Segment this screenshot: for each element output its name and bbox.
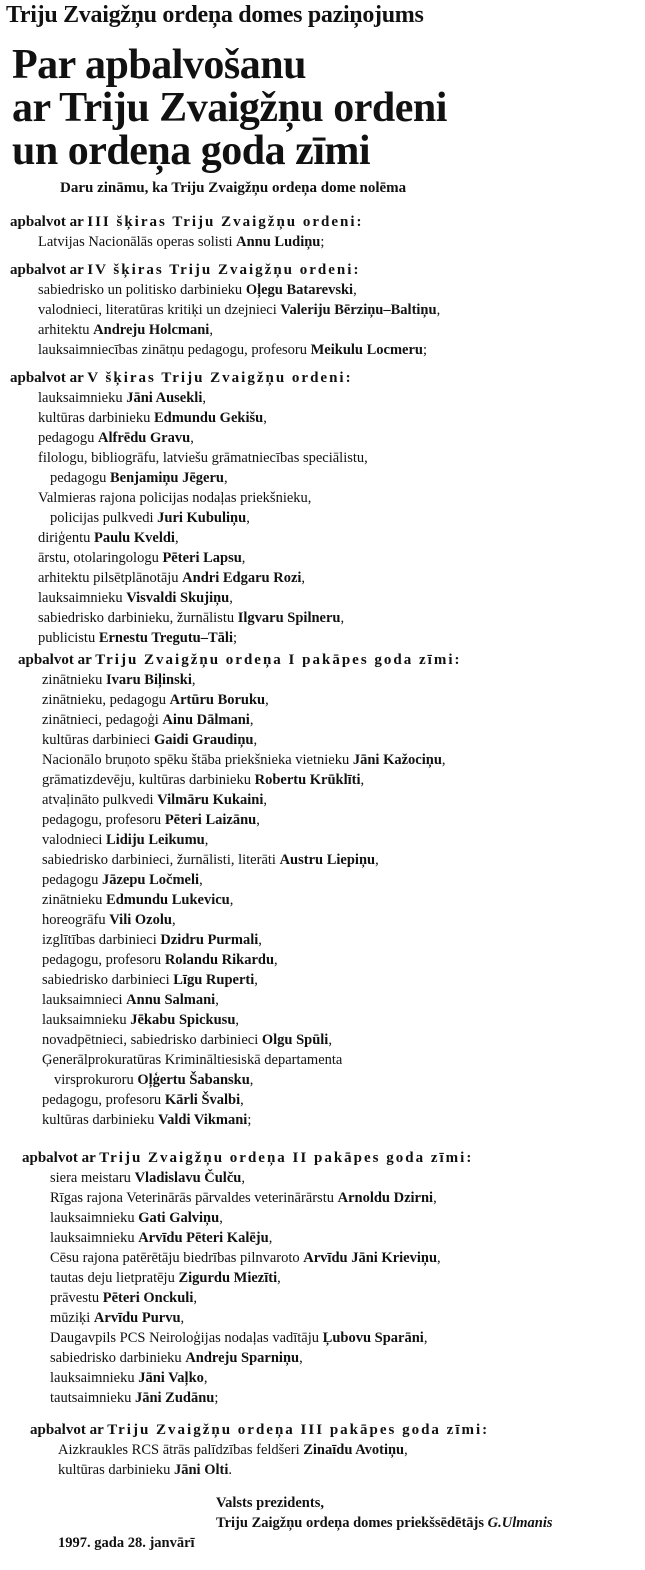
- entry-name: Dzidru Purmali: [160, 932, 259, 948]
- entry-punct: ;: [320, 234, 325, 250]
- entry-punct: ;: [232, 630, 238, 646]
- entry-role: lauksaimnieku: [50, 1210, 139, 1226]
- section-heading-award: Triju Zvaigžņu ordeņa II pakāpes goda zīmi:: [99, 1150, 474, 1166]
- entry-punct: ,: [229, 590, 233, 606]
- headline-line: Par apbalvošanu: [12, 42, 306, 88]
- entry-name: Andreju Holcmani: [93, 322, 210, 338]
- award-entry: [0, 1228, 645, 1248]
- entry-name: Visvaldi Skujiņu: [126, 590, 230, 606]
- entry-punct: ,: [441, 752, 446, 768]
- signature-role-line: [0, 1513, 645, 1533]
- entry-name: Pēteri Onckuli: [102, 1290, 194, 1306]
- award-section: [0, 260, 645, 360]
- entry-punct: ;: [214, 1390, 219, 1406]
- entry-punct: ,: [240, 1092, 244, 1108]
- entry-name: Zigurdu Miezīti: [178, 1270, 278, 1286]
- entry-role: zinātnieci, pedagoģi: [42, 712, 163, 728]
- award-section: [0, 650, 645, 1130]
- entry-punct: ,: [193, 1290, 197, 1306]
- entry-punct: ,: [274, 952, 278, 968]
- award-entry: [0, 1460, 645, 1480]
- award-entry: [0, 628, 645, 648]
- award-entry: [0, 1308, 645, 1328]
- entry-punct: ;: [247, 1112, 252, 1128]
- entry-name: Austru Liepiņu: [279, 852, 376, 868]
- section-heading-prefix: apbalvot ar: [10, 214, 84, 230]
- section-heading-prefix: apbalvot ar: [18, 652, 92, 668]
- entry-name: Edmundu Lukevicu: [106, 892, 230, 908]
- entry-name: Vladislavu Čulču: [134, 1170, 242, 1186]
- entry-role: pedagogu, profesoru: [42, 952, 165, 968]
- award-entry: [0, 1050, 645, 1070]
- entry-punct: ,: [229, 892, 234, 908]
- entry-role: Latvijas Nacionālās operas solisti: [38, 234, 237, 250]
- entry-name: Arvīdu Pēteri Kalēju: [138, 1230, 269, 1246]
- signature-role: Triju Zaigžņu ordeņa domes priekšsēdētājs: [216, 1515, 488, 1531]
- entry-punct: ,: [404, 1442, 408, 1458]
- entry-role: novadpētnieci, sabiedrisko darbinieci: [42, 1032, 262, 1048]
- entry-name: Ainu Dālmani: [162, 712, 250, 728]
- award-entry: [0, 340, 645, 360]
- entry-punct: ,: [263, 410, 267, 426]
- entry-punct: ,: [253, 732, 258, 748]
- entry-punct: ,: [423, 1330, 428, 1346]
- award-entry: [0, 280, 645, 300]
- section-heading-award: Triju Zvaigžņu ordeņa III pakāpes goda zīmi:: [107, 1422, 490, 1438]
- entry-role: lauksaimnieku: [38, 390, 127, 406]
- section-heading-award: V šķiras Triju Zvaigžņu ordeni:: [87, 370, 353, 386]
- award-entry: [0, 300, 645, 320]
- entry-name: Oļegu Batarevski: [245, 282, 354, 298]
- entry-name: Robertu Krūklīti: [254, 772, 361, 788]
- entry-punct: ,: [241, 550, 246, 566]
- award-entry: [0, 730, 645, 750]
- award-entry: [0, 1440, 645, 1460]
- entry-name: Alfrēdu Gravu: [98, 430, 191, 446]
- entry-name: Gaidi Graudiņu: [153, 732, 254, 748]
- entry-role: zinātnieku: [42, 892, 107, 908]
- award-entry: [0, 568, 645, 588]
- entry-name: Annu Ludiņu: [236, 234, 321, 250]
- entry-name: Gati Galviņu: [138, 1210, 220, 1226]
- award-entry: [0, 850, 645, 870]
- award-entry: [0, 990, 645, 1010]
- entry-name: Ļubovu Sparāni: [322, 1330, 424, 1346]
- entry-punct: .: [228, 1462, 232, 1478]
- award-section: [0, 368, 645, 648]
- entry-role: kultūras darbinieku: [42, 1112, 158, 1128]
- entry-punct: ,: [268, 1230, 273, 1246]
- entry-role: Ģenerālprokuratūras Krimināltiesiskā departamenta: [42, 1052, 343, 1068]
- entry-name: Ivaru Biļinski: [106, 672, 192, 688]
- entry-role: lauksaimnieku: [38, 590, 127, 606]
- headline-line: un ordeņa goda zīmi: [12, 128, 371, 174]
- entry-punct: ,: [254, 972, 258, 988]
- section-heading-prefix: apbalvot ar: [10, 262, 84, 278]
- award-entry: [0, 448, 645, 468]
- entry-punct: ,: [258, 932, 262, 948]
- entry-punct: ,: [171, 912, 176, 928]
- entry-punct: ,: [353, 282, 357, 298]
- entry-punct: ,: [340, 610, 345, 626]
- entry-punct: ,: [190, 430, 194, 446]
- entry-name: Ernestu Tregutu–Tāli: [98, 630, 233, 646]
- entry-punct: ,: [375, 852, 379, 868]
- entry-name: Paulu Kveldi: [93, 530, 175, 546]
- award-entry: [0, 508, 645, 528]
- entry-role: policijas pulkvedi: [50, 510, 158, 526]
- entry-role: lauksaimnieku: [50, 1230, 139, 1246]
- award-entry: [0, 388, 645, 408]
- entry-role: pedagogu, profesoru: [42, 812, 165, 828]
- award-entry: [0, 690, 645, 710]
- entry-role: valodnieci: [42, 832, 107, 848]
- section-heading-prefix: apbalvot ar: [10, 370, 84, 386]
- entry-name: Meikulu Locmeru: [310, 342, 423, 358]
- award-entry: [0, 588, 645, 608]
- entry-name: Jāni Kažociņu: [352, 752, 442, 768]
- entry-role: kultūras darbinieci: [42, 732, 154, 748]
- entry-punct: ,: [209, 322, 213, 338]
- award-entry: [0, 320, 645, 340]
- entry-name: Juri Kubuliņu: [157, 510, 247, 526]
- award-entry: [0, 1030, 645, 1050]
- entry-role: atvaļināto pulkvedi: [42, 792, 158, 808]
- entry-role: Aizkraukles RCS ātrās palīdzības feldšeri: [58, 1442, 304, 1458]
- entry-role: izglītības darbinieci: [42, 932, 161, 948]
- section-heading: [0, 1148, 645, 1168]
- intro-text: Daru zināmu, ka Triju Zvaigžņu ordeņa dome nolēma: [60, 180, 407, 196]
- entry-role: sabiedrisko darbinieci: [42, 972, 174, 988]
- entry-name: Andreju Sparniņu: [185, 1350, 300, 1366]
- award-entry: [0, 1110, 645, 1130]
- entry-punct: ,: [199, 872, 203, 888]
- entry-role: mūziķi: [50, 1310, 94, 1326]
- signature-title: Valsts prezidents,: [216, 1495, 324, 1511]
- award-entry: [0, 1070, 645, 1090]
- entry-punct: ,: [299, 1350, 303, 1366]
- entry-name: Pēteri Laizānu: [164, 812, 257, 828]
- entry-name: Jāzepu Ločmeli: [102, 872, 200, 888]
- award-entry: [0, 1388, 645, 1408]
- entry-role: lauksaimnieku: [50, 1370, 139, 1386]
- entry-role: Daugavpils PCS Neiroloģijas nodaļas vadītāju: [50, 1330, 323, 1346]
- entry-role: sabiedrisko un politisko darbinieku: [38, 282, 246, 298]
- entry-name: Olgu Spūli: [261, 1032, 329, 1048]
- entry-punct: ,: [174, 530, 179, 546]
- award-entry: [0, 790, 645, 810]
- entry-role: lauksaimnieku: [42, 1012, 131, 1028]
- entry-punct: ,: [203, 1370, 208, 1386]
- entry-role: horeogrāfu: [42, 912, 110, 928]
- entry-punct: ,: [265, 692, 269, 708]
- entry-role: Nacionālo bruņoto spēku štāba priekšnieka vietnieku: [42, 752, 353, 768]
- entry-role: zinātnieku, pedagogu: [42, 692, 170, 708]
- award-entry: [0, 1348, 645, 1368]
- entry-role: filologu, bibliogrāfu, latviešu grāmatniecības speciālistu,: [38, 450, 368, 466]
- entry-role: Cēsu rajona patērētāju biedrības pilnvaroto: [50, 1250, 304, 1266]
- entry-punct: ,: [263, 792, 268, 808]
- section-heading-prefix: apbalvot ar: [30, 1422, 104, 1438]
- entry-role: sabiedrisko darbinieku: [50, 1350, 186, 1366]
- award-entry: [0, 830, 645, 850]
- award-entry: [0, 1168, 645, 1188]
- entry-role: arhitektu pilsētplānotāju: [38, 570, 183, 586]
- entry-role: sabiedrisko darbinieku, žurnālistu: [38, 610, 238, 626]
- entry-name: Jēkabu Spickusu: [130, 1012, 236, 1028]
- entry-name: Oļģertu Šabansku: [137, 1072, 250, 1088]
- entry-role: kultūras darbinieku: [38, 410, 154, 426]
- award-entry: [0, 890, 645, 910]
- award-entry: [0, 750, 645, 770]
- entry-punct: ;: [422, 342, 428, 358]
- award-entry: [0, 810, 645, 830]
- entry-name: Arnoldu Dzirni: [337, 1190, 434, 1206]
- section-heading: [0, 1420, 645, 1440]
- award-entry: [0, 1368, 645, 1388]
- award-entry: [0, 870, 645, 890]
- entry-role: prāvestu: [50, 1290, 103, 1306]
- entry-role: lauksaimnieci: [42, 992, 127, 1008]
- entry-role: kultūras darbinieku: [58, 1462, 174, 1478]
- entry-role: Valmieras rajona policijas nodaļas priekšnieku,: [38, 490, 312, 506]
- signature-block: [0, 1493, 645, 1553]
- section-heading-award: III šķiras Triju Zvaigžņu ordeni:: [87, 214, 364, 230]
- entry-punct: ,: [241, 1170, 245, 1186]
- award-entry: [0, 1328, 645, 1348]
- entry-punct: ,: [328, 1032, 332, 1048]
- entry-name: Jāni Zudānu: [134, 1390, 215, 1406]
- entry-punct: ,: [249, 712, 254, 728]
- entry-name: Pēteri Lapsu: [162, 550, 242, 566]
- entry-role: arhitektu: [38, 322, 94, 338]
- entry-punct: ,: [436, 302, 441, 318]
- award-entry: [0, 468, 645, 488]
- award-entry: [0, 528, 645, 548]
- entry-punct: ,: [235, 1012, 240, 1028]
- award-section: [0, 1420, 645, 1480]
- award-entry: [0, 970, 645, 990]
- award-entry: [0, 930, 645, 950]
- entry-punct: ,: [277, 1270, 281, 1286]
- entry-punct: ,: [219, 1210, 223, 1226]
- entry-role: tautsaimnieku: [50, 1390, 135, 1406]
- entry-name: Arvīdu Jāni Krieviņu: [303, 1250, 438, 1266]
- award-entry: [0, 548, 645, 568]
- entry-punct: ,: [180, 1310, 185, 1326]
- entry-punct: ,: [360, 772, 365, 788]
- entry-role: grāmatizdevēju, kultūras darbinieku: [42, 772, 255, 788]
- entry-role: diriģentu: [38, 530, 94, 546]
- entry-role: tautas deju lietpratēju: [50, 1270, 179, 1286]
- entry-name: Vili Ozolu: [109, 912, 172, 928]
- entry-punct: ,: [301, 570, 306, 586]
- entry-name: Jāni Olti: [173, 1462, 229, 1478]
- kicker: Triju Zvaigžņu ordeņa domes paziņojums: [6, 2, 424, 28]
- section-heading: [0, 650, 645, 670]
- entry-name: Andri Edgaru Rozi: [182, 570, 302, 586]
- section-heading-award: IV šķiras Triju Zvaigžņu ordeni:: [87, 262, 361, 278]
- section-heading: [0, 368, 645, 388]
- entry-punct: ,: [191, 672, 196, 688]
- entry-name: Rolandu Rikardu: [164, 952, 275, 968]
- award-entry: [0, 1090, 645, 1110]
- section-heading-award: Triju Zvaigžņu ordeņa I pakāpes goda zīmi:: [95, 652, 462, 668]
- entry-punct: ,: [256, 812, 260, 828]
- entry-role: Rīgas rajona Veterinārās pārvaldes veterinārārstu: [50, 1190, 338, 1206]
- entry-role: pedagogu, profesoru: [42, 1092, 165, 1108]
- award-section: [0, 212, 645, 252]
- entry-name: Valeriju Bērziņu–Baltiņu: [280, 302, 437, 318]
- entry-role: lauksaimniecības zinātņu pedagogu, profesoru: [38, 342, 311, 358]
- award-entry: [0, 1208, 645, 1228]
- entry-role: publicistu: [38, 630, 99, 646]
- entry-role: sabiedrisko darbinieci, žurnālisti, literāti: [42, 852, 280, 868]
- section-heading-prefix: apbalvot ar: [22, 1150, 96, 1166]
- entry-name: Jāni Ausekli: [126, 390, 203, 406]
- entry-name: Artūru Boruku: [169, 692, 266, 708]
- entry-role: zinātnieku: [42, 672, 107, 688]
- entry-name: Zinaīdu Avotiņu: [303, 1442, 405, 1458]
- entry-role: virsprokuroru: [54, 1072, 138, 1088]
- headline-line: ar Triju Zvaigžņu ordeni: [12, 85, 447, 131]
- entry-name: Vilmāru Kukaini: [157, 792, 264, 808]
- section-heading: [0, 260, 645, 280]
- entry-role: pedagogu: [38, 430, 98, 446]
- award-entry: [0, 488, 645, 508]
- entry-punct: ,: [204, 832, 209, 848]
- entry-role: siera meistaru: [50, 1170, 135, 1186]
- entry-punct: ,: [223, 470, 228, 486]
- entry-name: Benjamiņu Jēgeru: [110, 470, 224, 486]
- entry-name: Valdi Vikmani: [157, 1112, 248, 1128]
- entry-role: pedagogu: [50, 470, 110, 486]
- entry-punct: ,: [433, 1190, 437, 1206]
- award-entry: [0, 1288, 645, 1308]
- award-entry: [0, 1268, 645, 1288]
- entry-role: ārstu, otolaringologu: [38, 550, 163, 566]
- award-entry: [0, 1248, 645, 1268]
- entry-punct: ,: [215, 992, 219, 1008]
- award-section: [0, 1148, 645, 1408]
- signature-date: 1997. gada 28. janvārī: [58, 1535, 195, 1551]
- entry-name: Ilgvaru Spilneru: [237, 610, 341, 626]
- award-entry: [0, 428, 645, 448]
- entry-punct: ,: [202, 390, 206, 406]
- award-entry: [0, 910, 645, 930]
- signature-name: G.Ulmanis: [487, 1515, 553, 1531]
- award-entry: [0, 1188, 645, 1208]
- entry-name: Edmundu Gekišu: [153, 410, 264, 426]
- entry-role: valodnieci, literatūras kritiķi un dzejnieci: [38, 302, 281, 318]
- award-entry: [0, 408, 645, 428]
- entry-name: Lidiju Leikumu: [106, 832, 205, 848]
- entry-name: Arvīdu Purvu: [93, 1310, 181, 1326]
- award-entry: [0, 1010, 645, 1030]
- entry-punct: ,: [437, 1250, 441, 1266]
- headline: [12, 44, 447, 173]
- entry-name: Kārli Švalbi: [164, 1092, 241, 1108]
- award-entry: [0, 710, 645, 730]
- award-entry: [0, 608, 645, 628]
- entry-name: Līgu Ruperti: [173, 972, 255, 988]
- award-entry: [0, 670, 645, 690]
- entry-role: pedagogu: [42, 872, 102, 888]
- entry-name: Jāni Vaļko: [138, 1370, 204, 1386]
- entry-name: Annu Salmani: [126, 992, 216, 1008]
- award-entry: [0, 950, 645, 970]
- entry-punct: ,: [246, 510, 250, 526]
- award-entry: [0, 232, 645, 252]
- section-heading: [0, 212, 645, 232]
- award-entry: [0, 770, 645, 790]
- entry-punct: ,: [249, 1072, 254, 1088]
